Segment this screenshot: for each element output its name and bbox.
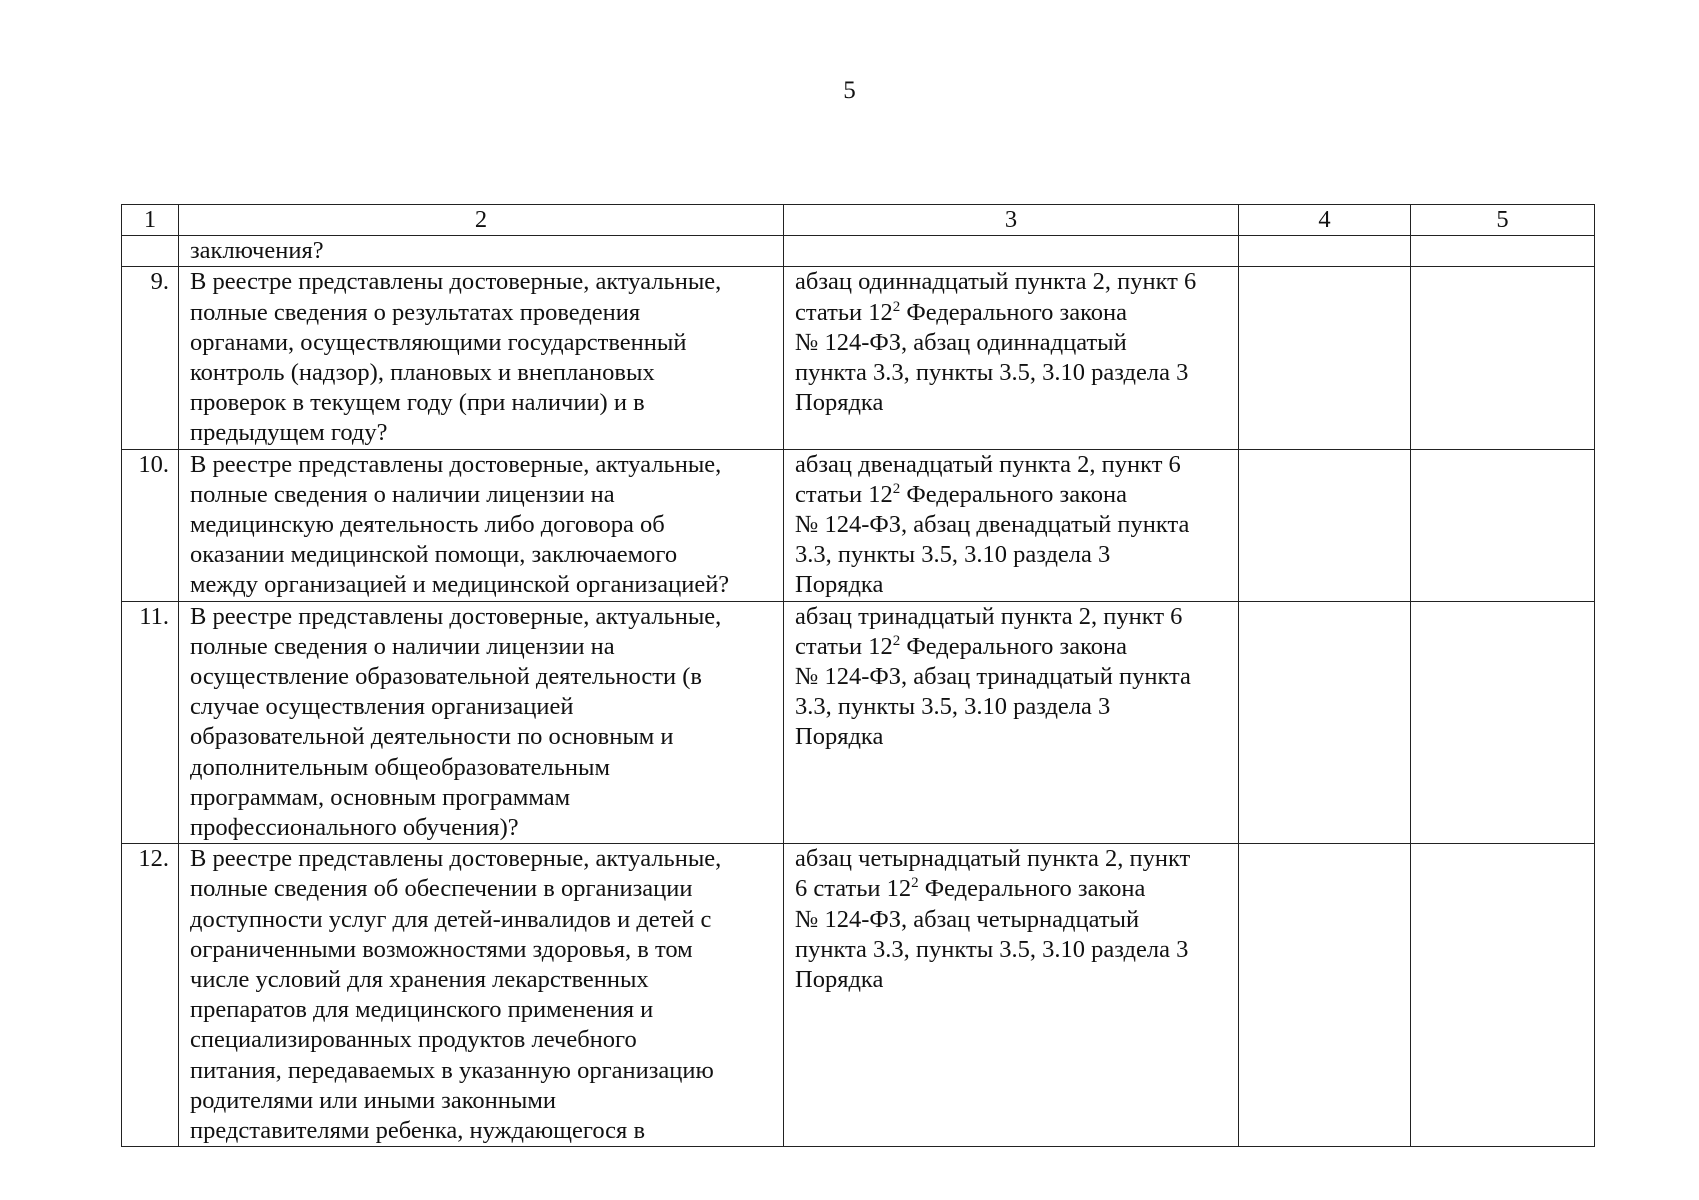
basis-cell xyxy=(784,844,1239,1147)
basis-text-start: абзац двенадцатый пункта 2, пункт 6 статьи 12 xyxy=(795,450,1181,508)
table-header-row xyxy=(122,205,1595,236)
row-number: 10. xyxy=(122,449,179,601)
basis-cell xyxy=(784,449,1239,601)
header-col-4: 4 xyxy=(1239,205,1411,236)
basis-cell xyxy=(784,267,1239,449)
col4-cell xyxy=(1239,844,1411,1147)
article-superscript: 2 xyxy=(911,875,919,892)
question-cell: В реестре представлены достоверные, актуальные, полные сведения о наличии лицензии на медицинскую деятельность либо договора об оказании медицинской помощи, заключаемого между организацией и медицинской организацией? xyxy=(179,449,784,601)
article-superscript: 2 xyxy=(892,298,901,315)
table-row xyxy=(122,844,1595,1147)
col4-cell xyxy=(1239,449,1411,601)
col4-cell xyxy=(1239,236,1411,267)
basis-text-start: абзац одиннадцатый пункта 2, пункт 6 статьи 12 xyxy=(795,268,1197,326)
col5-cell xyxy=(1411,844,1595,1147)
basis-cell xyxy=(784,601,1239,844)
article-superscript: 2 xyxy=(892,480,901,497)
basis-text-end: Федерального закона № 124-ФЗ, абзац одиннадцатый пункта 3.3, пункты 3.5, 3.10 раздела 3 Порядка xyxy=(795,298,1189,417)
page-number: 5 xyxy=(843,77,856,104)
table-row xyxy=(122,449,1595,601)
question-cell: В реестре представлены достоверные, актуальные, полные сведения о результатах проведения органами, осуществляющими государственный контроль (надзор), плановых и внеплановых проверок в текущем году (при наличии) и в предыдущем году? xyxy=(179,267,784,449)
table-row xyxy=(122,601,1595,844)
basis-text-end: Федерального закона № 124-ФЗ, абзац тринадцатый пункта 3.3, пункты 3.5, 3.10 раздела 3 Порядка xyxy=(795,632,1191,751)
header-col-5: 5 xyxy=(1411,205,1595,236)
question-cell: В реестре представлены достоверные, актуальные, полные сведения об обеспечении в организации доступности услуг для детей-инвалидов и детей с ограниченными возможностями здоровья, в том числе условий для хранения лекарственных препаратов для медицинского применения и специализированных продуктов лечебного питания, передаваемых в указанную организацию родителями или иными законными представителями ребенка, нуждающегося в xyxy=(179,844,784,1147)
header-col-1: 1 xyxy=(122,205,179,236)
row-number xyxy=(122,236,179,267)
question-cell: В реестре представлены достоверные, актуальные, полные сведения о наличии лицензии на осуществление образовательной деятельности (в случае осуществления организацией образовательной деятельности по основным и дополнительным общеобразовательным программам, основным программам профессионального обучения)? xyxy=(179,601,784,844)
article-superscript: 2 xyxy=(892,632,901,649)
row-number: 11. xyxy=(122,601,179,844)
basis-text-end: Федерального закона № 124-ФЗ, абзац двенадцатый пункта 3.3, пункты 3.5, 3.10 раздела 3 Порядка xyxy=(795,480,1190,599)
col5-cell xyxy=(1411,267,1595,449)
col5-cell xyxy=(1411,449,1595,601)
basis-text-start: абзац тринадцатый пункта 2, пункт 6 статьи 12 xyxy=(795,602,1183,660)
basis-text-end: Федерального закона № 124-ФЗ, абзац четырнадцатый пункта 3.3, пункты 3.5, 3.10 раздела 3 Порядка xyxy=(795,875,1189,994)
table-row xyxy=(122,267,1595,449)
header-col-2: 2 xyxy=(179,205,784,236)
basis-text-start: абзац четырнадцатый пункта 2, пункт 6 статьи 12 xyxy=(795,845,1191,903)
col5-cell xyxy=(1411,601,1595,844)
checklist-table xyxy=(121,204,1595,1147)
header-col-3: 3 xyxy=(784,205,1239,236)
col4-cell xyxy=(1239,601,1411,844)
row-number: 9. xyxy=(122,267,179,449)
question-cell: заключения? xyxy=(179,236,784,267)
col4-cell xyxy=(1239,267,1411,449)
row-number: 12. xyxy=(122,844,179,1147)
basis-cell xyxy=(784,236,1239,267)
table-row-continuation xyxy=(122,236,1595,267)
col5-cell xyxy=(1411,236,1595,267)
